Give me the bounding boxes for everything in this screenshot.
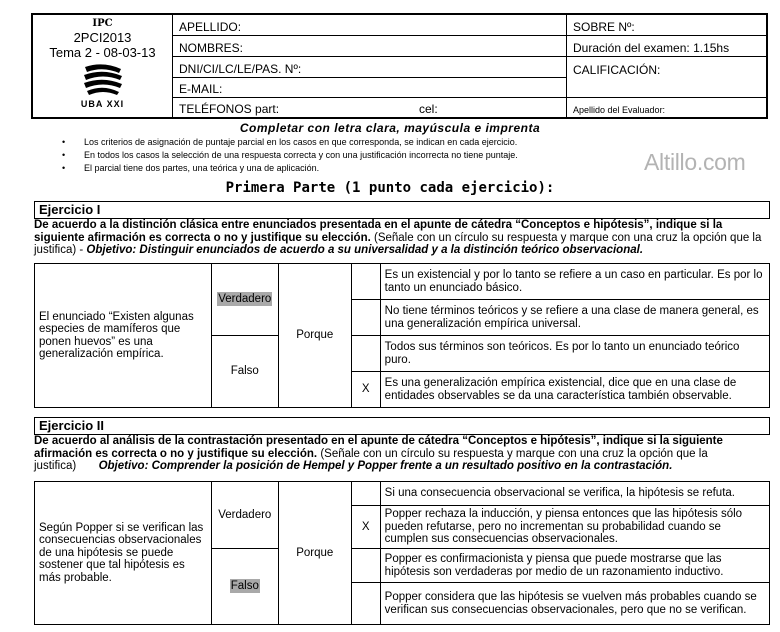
- exercise-1-mark-2[interactable]: [351, 300, 380, 336]
- apellido-field[interactable]: APELLIDO:: [179, 20, 242, 34]
- duracion-label: Duración del examen: 1.15hs: [573, 41, 730, 55]
- exercise-2-table: [34, 481, 770, 625]
- part-title: Primera Parte (1 punto cada ejercicio):: [225, 180, 555, 196]
- exercise-2-reason-4: Popper considera que las hipótesis se vuelven más probables cuando se verifican sus consecuencias observacionales, pero que no se verifican.: [380, 583, 769, 625]
- exercise-1-prompt: [34, 219, 772, 257]
- exercise-2-prompt-normal: (Señale con un círculo su respuesta y marque con una cruz la opción que la justifica): [34, 447, 708, 472]
- exercise-1-option-true[interactable]: Verdadero: [211, 264, 278, 336]
- exercise-2-reason-2: Popper rechaza la inducción, y piensa entonces que las hipótesis sólo pueden refutarse, pero no incrementan su probabilidad cuando se cumplen sus consecuencias observacionales.: [380, 506, 769, 549]
- exercise-1-reason-2: No tiene términos teóricos y se refiere a una clase de manera general, es una generalización empírica universal.: [380, 300, 769, 336]
- exercise-1-reason-4: Es una generalización empírica existencial, dice que en una clase de entidades observables se da una característica también observable.: [380, 372, 769, 408]
- exercise-2-reason-3: Popper es confirmacionista y piensa que puede mostrarse que las hipótesis son verdaderas por medio de un razonamiento inductivo.: [380, 549, 769, 583]
- exercise-1-option-false[interactable]: Falso: [211, 336, 278, 408]
- exercise-1-prompt-bold: De acuerdo a la distinción clásica entre enunciados presentada en el apunte de cátedra “Conceptos e hipótesis”, indique si la siguiente afirmación es correcta o no y justifique su elección.: [34, 219, 723, 244]
- instructions-list: [62, 136, 518, 175]
- exercise-1-title: Ejercicio I: [34, 201, 770, 219]
- exercise-2-mark-4[interactable]: [351, 583, 380, 625]
- exercise-1-table: [34, 263, 770, 408]
- exercise-2-objective: Objetivo: Comprender la posición de Hempel y Popper frente a un resultado positivo en la contrastación.: [98, 460, 673, 472]
- exercise-1-mark-1[interactable]: [351, 264, 380, 300]
- exercise-1-reason-1: Es un existencial y por lo tanto se refiere a un caso en particular. Es por lo tanto un enunciado básico.: [380, 264, 769, 300]
- exercise-1-objective: Objetivo: Distinguir enunciados de acuerdo a su universalidad y a la distinción teórico observacional.: [86, 244, 644, 256]
- exercise-1-porque: Porque: [278, 264, 351, 408]
- exercise-1-reason-3: Todos sus términos son teóricos. Es por lo tanto un enunciado teórico puro.: [380, 336, 769, 372]
- exam-code: 2PCI2013: [73, 30, 132, 45]
- header-logo-cell: [33, 15, 173, 117]
- telefonos-field[interactable]: TELÉFONOS part:: [179, 102, 280, 116]
- instruction-item: • En todos los casos la selección de una respuesta correcta y con una justificación incorrecta no tiene puntaje.: [62, 149, 518, 162]
- exercise-2-option-false[interactable]: Falso: [211, 549, 278, 625]
- exercise-1-mark-3[interactable]: [351, 336, 380, 372]
- exercise-1-prompt-normal: (Señale con un círculo su respuesta y marque con una cruz la opción que la justifica) -: [34, 231, 762, 256]
- exercise-2-option-true[interactable]: Verdadero: [211, 482, 278, 549]
- exercise-1-mark-4[interactable]: X: [351, 372, 380, 408]
- exercise-2-mark-2[interactable]: X: [351, 506, 380, 549]
- exercise-2-statement: Según Popper si se verifican las consecuencias observacionales de una hipótesis se puede sostener que tal hipótesis es más probable.: [35, 482, 212, 625]
- exercise-2-porque: Porque: [278, 482, 351, 625]
- exercise-2-prompt: [34, 435, 772, 473]
- nombres-field[interactable]: NOMBRES:: [179, 41, 244, 55]
- dni-field[interactable]: DNI/CI/LC/LE/PAS. Nº:: [179, 62, 302, 76]
- sobre-field[interactable]: SOBRE Nº:: [573, 20, 635, 34]
- exercise-2-title: Ejercicio II: [34, 417, 770, 435]
- exam-tema: Tema 2 - 08-03-13: [49, 45, 156, 60]
- instructions-title: Completar con letra clara, mayúscula e imprenta: [239, 121, 541, 135]
- exercise-2-reason-1: Si una consecuencia observacional se verifica, la hipótesis se refuta.: [380, 482, 769, 506]
- cel-field[interactable]: cel:: [419, 102, 438, 116]
- institution-label: IPC: [92, 18, 113, 29]
- instruction-item: • El parcial tiene dos partes, una teórica y una de aplicación.: [62, 162, 518, 175]
- watermark: Altillo.com: [644, 149, 746, 175]
- exercise-1-statement: El enunciado “Existen algunas especies de mamíferos que ponen huevos” es una generalización empírica.: [35, 264, 212, 408]
- logo-text: UBA XXI: [80, 99, 125, 109]
- exercise-2-prompt-bold: De acuerdo al análisis de la contrastación presentado en el apunte de cátedra “Conceptos e hipótesis”, indique si la siguiente afirmación es correcta o no y justifique su elección.: [34, 435, 723, 460]
- calificacion-field[interactable]: CALIFICACIÓN:: [573, 63, 661, 77]
- exercise-2-mark-1[interactable]: [351, 482, 380, 506]
- instruction-item: • Los criterios de asignación de puntaje parcial en los casos en que corresponda, se indican en cada ejercicio.: [62, 136, 518, 149]
- exam-header: [31, 13, 768, 119]
- exercise-2-mark-3[interactable]: [351, 549, 380, 583]
- uba-logo-icon: [81, 63, 125, 97]
- evaluador-field[interactable]: Apellido del Evaluador:: [573, 105, 666, 115]
- email-field[interactable]: E-MAIL:: [179, 82, 223, 96]
